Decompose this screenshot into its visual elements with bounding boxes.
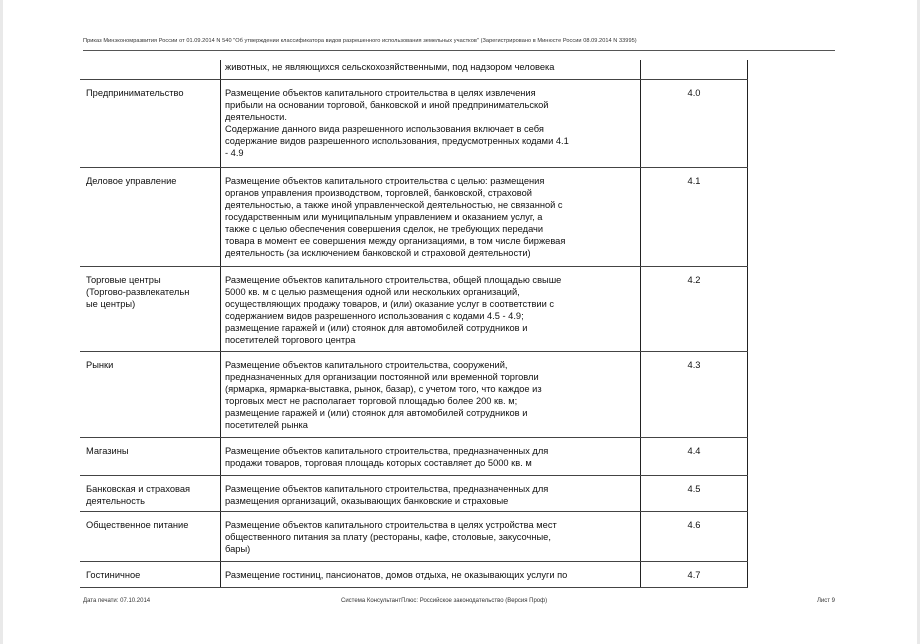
description-line: содержанием видов разрешенного использования с кодами 4.5 - 4.9; — [225, 310, 524, 321]
table-row — [80, 511, 748, 561]
name-line: ые центры) — [86, 298, 136, 309]
table-row — [80, 561, 748, 587]
row-code-cell: 4.5 — [641, 475, 748, 511]
row-name-cell — [80, 60, 221, 79]
row-name-cell — [80, 266, 221, 351]
row-description-cell — [221, 437, 641, 475]
name-line: Торговые центры — [86, 274, 161, 285]
row-code-cell: 4.2 — [641, 266, 748, 351]
row-code-cell: 4.6 — [641, 511, 748, 561]
row-code-cell: 4.4 — [641, 437, 748, 475]
description-line: размещение гаражей и (или) стоянок для автомобилей сотрудников и — [225, 407, 528, 418]
description-line: продажи товаров, торговая площадь которых составляет до 5000 кв. м — [225, 457, 532, 468]
description-line: 5000 кв. м с целью размещения одной или нескольких организаций, — [225, 286, 520, 297]
table-row-continuation — [80, 60, 748, 79]
description-line: Размещение объектов капитального строительства в целях устройства мест — [225, 519, 557, 530]
description-line: деятельности. — [225, 111, 287, 122]
row-name-cell: Деловое управление — [80, 167, 221, 266]
row-code-cell — [641, 60, 748, 79]
row-name-cell: Рынки — [80, 351, 221, 437]
description-line: животных, не являющихся сельскохозяйственными, под надзором человека — [225, 62, 555, 72]
print-date: Дата печати: 07.10.2014 — [83, 598, 151, 604]
name-line: Банковская и страховая — [86, 483, 191, 494]
description-line: предназначенных для организации постоянной или временной торговли — [225, 371, 539, 382]
name-line: деятельность — [86, 495, 145, 506]
description-line: торговых мест не располагает торговой площадью более 200 кв. м; — [225, 395, 518, 406]
description-line: - 4.9 — [225, 147, 244, 158]
sheet-number: Лист 9 — [816, 598, 835, 604]
description-line: Размещение объектов капитального строительства, предназначенных для — [225, 483, 549, 494]
document-header: Приказ Минэкономразвития России от 01.09.2014 N 540 "Об утверждении классификатора видов разрешенного использования земельных участков" (Зарегистрировано в Минюсте России 08.09.2014 N 33995) — [83, 38, 637, 44]
system-name: Система КонсультантПлюс: Российское законодательство (Версия Проф) — [341, 598, 548, 604]
row-description-cell — [221, 79, 641, 167]
description-line: (ярмарка, ярмарка-выставка, рынок, базар), с учетом того, что каждое из — [225, 383, 542, 394]
row-name-cell: Магазины — [80, 437, 221, 475]
description-line: Размещение объектов капитального строительства с целью: размещения — [225, 175, 545, 186]
description-line: осуществляющих продажу товаров, и (или) оказание услуг в соответствии с — [225, 298, 555, 309]
row-description-cell — [221, 167, 641, 266]
row-code-cell: 4.1 — [641, 167, 748, 266]
description-line: также с целью обеспечения совершения сделок, не требующих передачи — [225, 223, 544, 234]
row-description-cell — [221, 266, 641, 351]
row-description-cell — [221, 475, 641, 511]
row-name-cell: Предпринимательство — [80, 79, 221, 167]
row-description-cell — [221, 351, 641, 437]
name-line: (Торгово-развлекательн — [86, 286, 190, 297]
description-line: общественного питания за плату (рестораны, кафе, столовые, закусочные, — [225, 531, 551, 542]
row-code-cell: 4.0 — [641, 79, 748, 167]
table-row — [80, 475, 748, 511]
description-line: содержание видов разрешенного использования, предусмотренных кодами 4.1 — [225, 135, 569, 146]
description-line: Размещение гостиниц, пансионатов, домов отдыха, не оказывающих услуги по — [225, 569, 568, 580]
description-line: деятельностью, а также иной управленческой деятельностью, не связанной с — [225, 199, 563, 210]
description-line: посетителей рынка — [225, 419, 308, 430]
description-line: размещения организаций, оказывающих банковские и страховые — [225, 495, 509, 506]
header-divider — [83, 50, 835, 51]
table-row — [80, 266, 748, 351]
description-line: органов управления производством, торговлей, банковской, страховой — [225, 187, 532, 198]
row-code-cell: 4.7 — [641, 561, 748, 587]
row-name-cell: Гостиничное — [80, 561, 221, 587]
description-line: государственным или муниципальным управлением и оказанием услуг, а — [225, 211, 543, 222]
description-line: бары) — [225, 543, 251, 554]
description-line: Содержание данного вида разрешенного использования включает в себя — [225, 123, 544, 134]
description-line: Размещение объектов капитального строительства, общей площадью свыше — [225, 274, 562, 285]
row-description-cell — [221, 511, 641, 561]
description-line: Размещение объектов капитального строительства, сооружений, — [225, 359, 508, 370]
row-name-cell — [80, 475, 221, 511]
table-row — [80, 167, 748, 266]
table-row — [80, 79, 748, 167]
description-line: Размещение объектов капитального строительства, предназначенных для — [225, 445, 549, 456]
land-use-classifier-table — [80, 60, 748, 588]
description-line: посетителей торгового центра — [225, 334, 356, 345]
description-line: деятельность (за исключением банковской и страховой деятельности) — [225, 247, 531, 258]
description-line: прибыли на основании торговой, банковской и иной предпринимательской — [225, 99, 549, 110]
row-description-cell — [221, 60, 641, 79]
description-line: размещение гаражей и (или) стоянок для автомобилей сотрудников и — [225, 322, 528, 333]
description-line: Размещение объектов капитального строительства в целях извлечения — [225, 87, 536, 98]
table-row — [80, 351, 748, 437]
row-code-cell: 4.3 — [641, 351, 748, 437]
row-description-cell — [221, 561, 641, 587]
page-edge-left — [0, 0, 3, 644]
row-name-cell: Общественное питание — [80, 511, 221, 561]
table-row — [80, 437, 748, 475]
description-line: товара в момент ее совершения между организациями, в том числе биржевая — [225, 235, 566, 246]
